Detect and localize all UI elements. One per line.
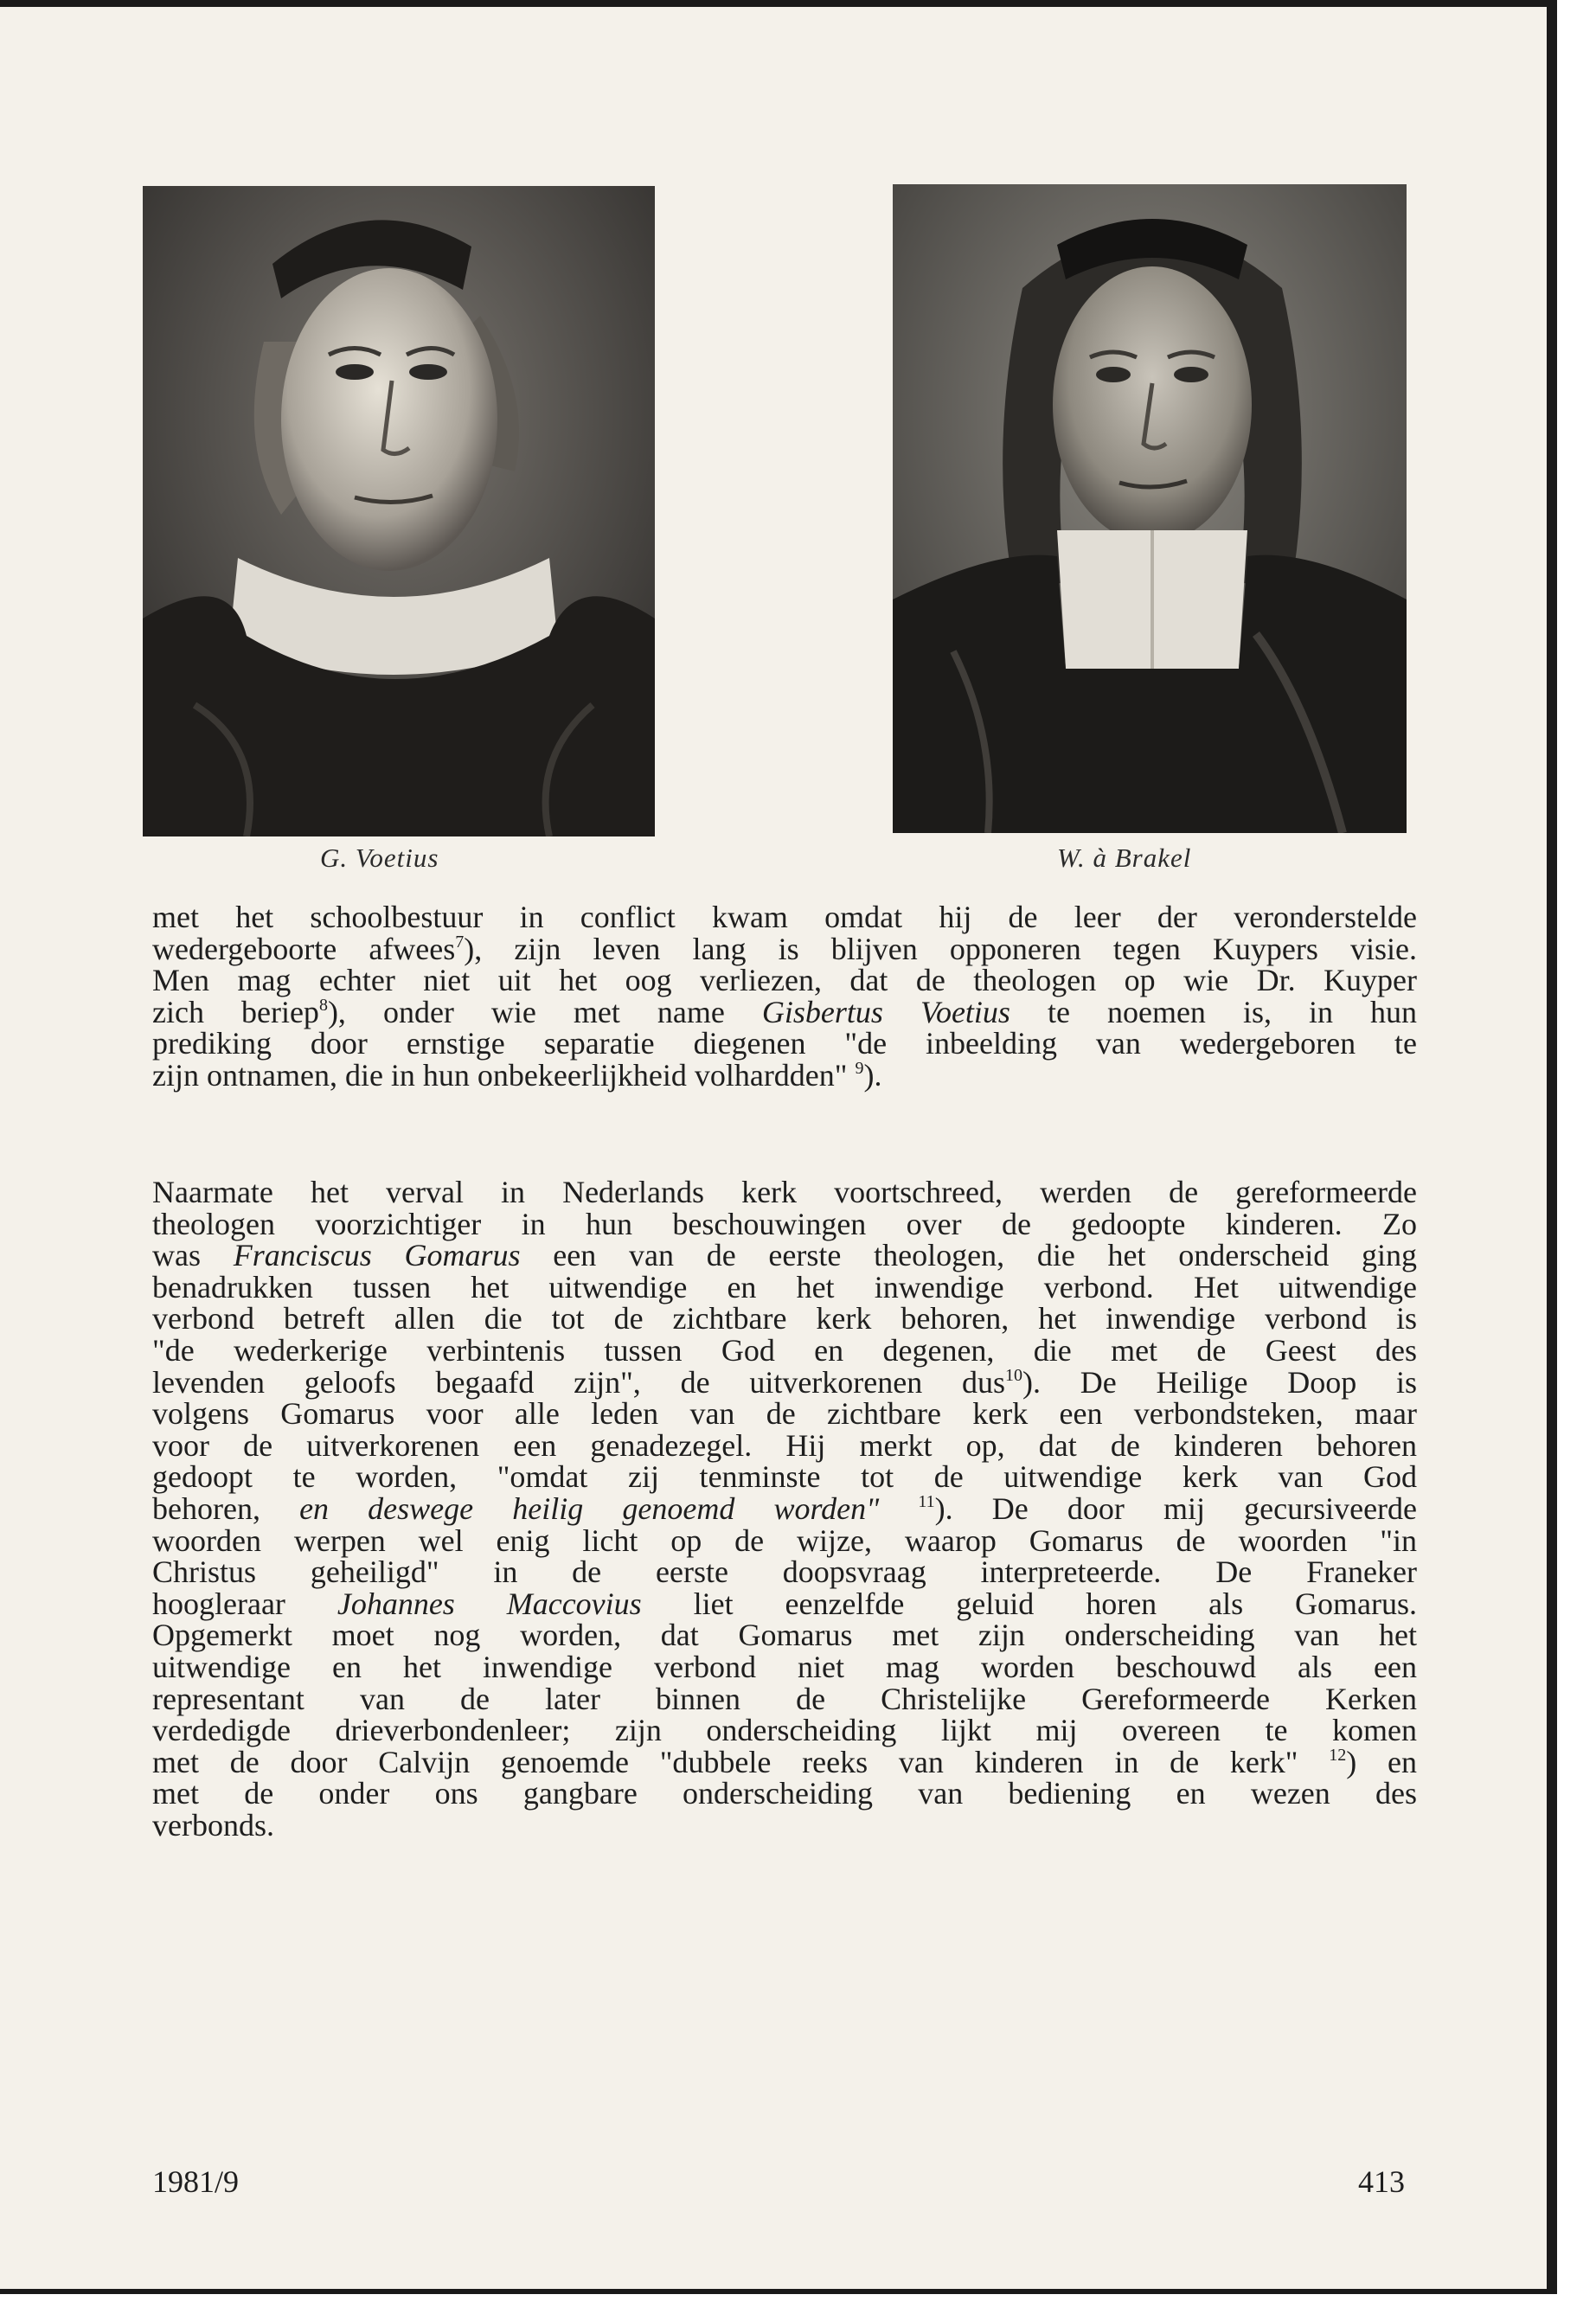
footnote-ref: 7	[455, 932, 465, 952]
text-line: volgens Gomarus voor alle leden van de zichtbare kerk een verbondsteken, maar	[152, 1396, 1417, 1432]
text-line: levenden geloofs begaafd zijn", de uitverkorenen dus$^{10}$). De Heilige Doop is	[152, 1364, 1418, 1400]
footnote-ref: 12	[1329, 1745, 1347, 1765]
caption-voetius: G. Voetius	[320, 843, 439, 873]
text-line: representant van de later binnen de Christelijke Gereformeerde Kerken	[152, 1681, 1417, 1716]
text-line: Christus geheiligd" in de eerste doopsvraag interpreteerde. De Franeker	[152, 1554, 1417, 1590]
text-line: benadrukken tussen het uitwendige en het inwendige verbond. Het uitwendige	[152, 1269, 1417, 1304]
issue-number: 1981/9	[152, 2164, 240, 2199]
text-line: hoogleraar Johannes Maccovius liet eenzelfde geluid horen als Gomarus.	[152, 1586, 1417, 1621]
text-line: behoren, en deswege heilig genoemd worden" $^{11}$). De door mij gecursiveerde	[152, 1490, 1418, 1526]
italic-quote: en deswege heilig genoemd worden"	[299, 1490, 880, 1526]
portrait-voetius	[143, 186, 655, 836]
text-line: met de onder ons gangbare onderscheiding van bediening en wezen des	[152, 1776, 1417, 1811]
text-line: prediking door ernstige separatie diegenen "de inbeelding van wedergeboren te	[152, 1026, 1417, 1061]
text-line: verbonds.	[152, 1807, 274, 1843]
text-line: met de door Calvijn genoemde "dubbele reeks van kinderen in de kerk" $^{12}$) en	[152, 1744, 1417, 1779]
text-line: Opgemerkt moet nog worden, dat Gomarus met zijn onderscheiding van het	[152, 1618, 1417, 1653]
footnote-ref: 9	[855, 1058, 864, 1078]
text-line: zich beriep$^8$), onder wie met name Gisbertus Voetius te noemen is, in hun	[152, 994, 1418, 1029]
text-line: voor de uitverkorenen een genadezegel. Hij merkt op, dat de kinderen behoren	[152, 1427, 1417, 1463]
caption-brakel: W. à Brakel	[1057, 843, 1192, 873]
text-line: "de wederkerige verbintenis tussen God en degenen, die met de Geest des	[152, 1332, 1417, 1368]
footnote-ref: 11	[918, 1491, 935, 1511]
footnote-ref: 10	[1005, 1365, 1023, 1385]
text-line: verdedigde drieverbondenleer; zijn onderscheiding lijkt mij overeen te komen	[152, 1713, 1417, 1748]
footnote-ref: 8	[318, 995, 328, 1015]
paragraph-1	[152, 901, 1417, 1092]
text-line: wedergeboorte afwees$^7$), zijn leven lang is blijven opponeren tegen Kuypers visie.	[152, 931, 1418, 966]
text-line: gedoopt te worden, "omdat zij tenminste tot de uitwendige kerk van God	[152, 1459, 1417, 1495]
portrait-brakel-image	[893, 184, 1407, 833]
text-line: Men mag echter niet uit het oog verliezen, dat de theologen op wie Dr. Kuyper	[152, 963, 1417, 998]
text-line: met het schoolbestuur in conflict kwam omdat hij de leer der veronderstelde	[152, 900, 1417, 934]
portrait-brakel	[893, 184, 1407, 833]
text-line: was Franciscus Gomarus een van de eerste theologen, die het onderscheid ging	[152, 1238, 1417, 1273]
text-line: verbond betreft allen die tot de zichtbare kerk behoren, het inwendige verbond is	[152, 1301, 1417, 1336]
italic-name: Franciscus Gomarus	[233, 1238, 521, 1273]
text-line: Naarmate het verval in Nederlands kerk voortschreed, werden de gereformeerde	[152, 1175, 1417, 1209]
page-number: 413	[1358, 2164, 1405, 2199]
italic-name: Gisbertus Voetius	[761, 994, 1010, 1029]
portrait-voetius-image	[143, 186, 655, 836]
text-line: woorden werpen wel enig licht op de wijze, waarop Gomarus de woorden "in	[152, 1522, 1417, 1558]
text-line: zijn ontnamen, die in hun onbekeerlijkheid volhardden" $^9$).	[152, 1057, 882, 1093]
text-line: uitwendige en het inwendige verbond niet mag worden beschouwd als een	[152, 1649, 1417, 1684]
italic-name: Johannes Maccovius	[337, 1586, 642, 1621]
text-line: theologen voorzichtiger in hun beschouwingen over de gedoopte kinderen. Zo	[152, 1206, 1417, 1241]
paragraph-2	[152, 1176, 1417, 1841]
